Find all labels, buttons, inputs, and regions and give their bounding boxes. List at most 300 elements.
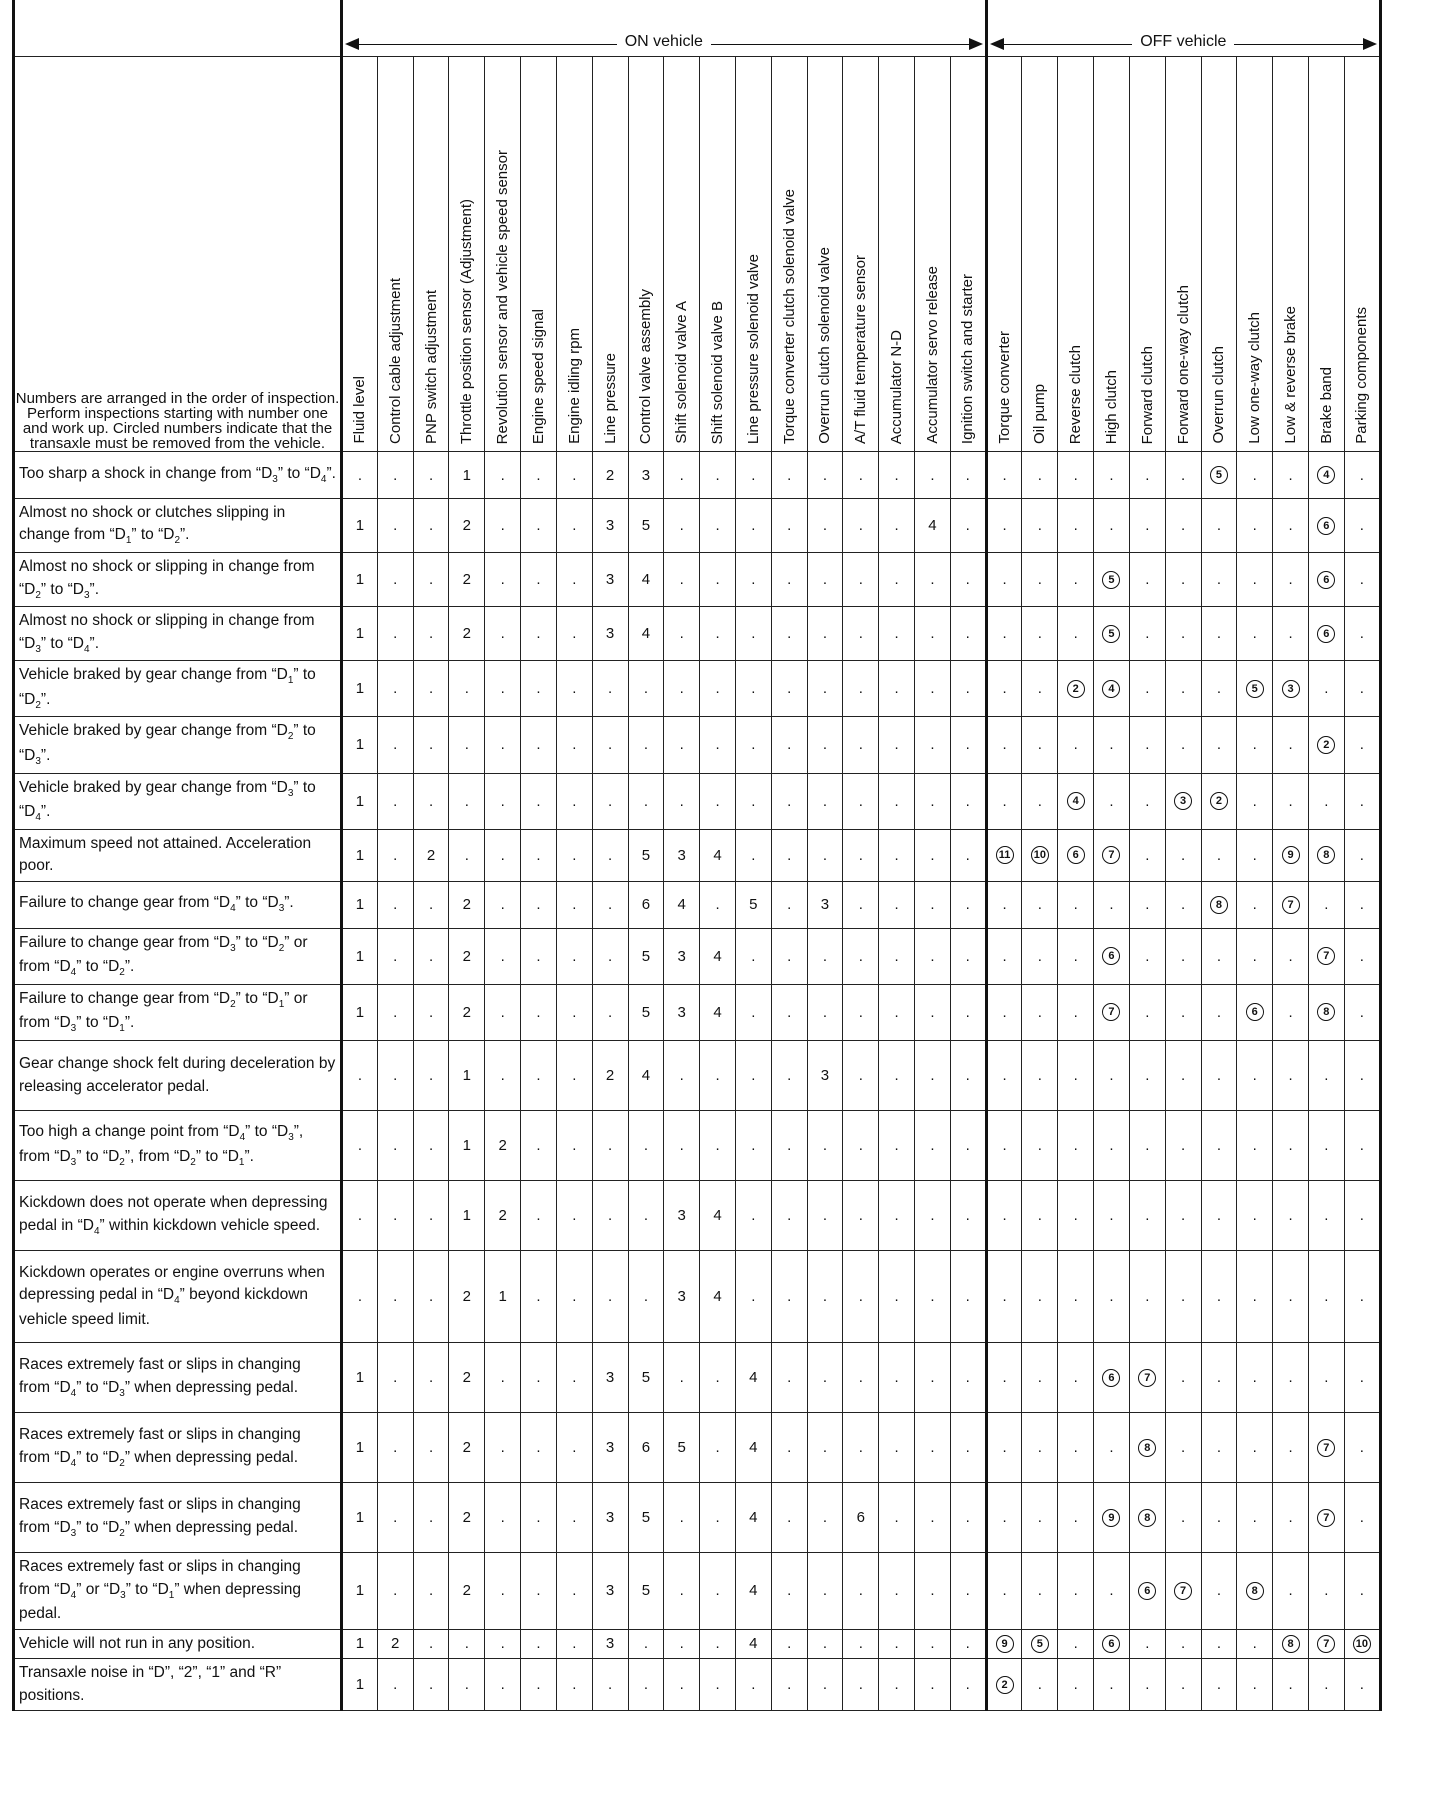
inspection-cell (771, 1553, 807, 1630)
empty-marker: . (1359, 680, 1364, 698)
inspection-cell (915, 717, 951, 773)
inspection-cell (413, 881, 449, 928)
inspection-cell (879, 1483, 915, 1553)
inspection-cell (986, 881, 1022, 928)
empty-marker: . (679, 625, 684, 643)
inspection-cell (950, 881, 986, 928)
empty-marker: . (1324, 1676, 1329, 1694)
empty-marker: . (500, 792, 505, 810)
empty-marker: . (679, 571, 684, 589)
inspection-cell (1273, 928, 1309, 984)
inspection-cell (342, 1553, 378, 1630)
empty-marker: . (1037, 1582, 1042, 1600)
inspection-cell (735, 1659, 771, 1711)
inspection-cell (915, 1629, 951, 1658)
empty-marker: . (428, 1676, 434, 1694)
symptom-cell: Gear change shock felt during deceleration by releasing accelerator pedal. (14, 1041, 342, 1111)
empty-marker: . (357, 466, 362, 484)
empty-marker: . (715, 466, 720, 484)
circled-step-number: 8 (1317, 846, 1335, 864)
column-header (628, 57, 664, 452)
step-number: 3 (677, 1003, 686, 1021)
table-row (14, 499, 1381, 553)
inspection-cell (413, 1343, 449, 1413)
empty-marker: . (894, 947, 899, 965)
inspection-cell (377, 1413, 413, 1483)
inspection-cell (915, 1413, 951, 1483)
empty-marker: . (1109, 736, 1114, 754)
step-number: 3 (820, 896, 830, 914)
inspection-cell (700, 1553, 736, 1630)
inspection-cell (807, 607, 843, 661)
inspection-cell (879, 1553, 915, 1630)
inspection-cell (771, 1629, 807, 1658)
empty-marker: . (1037, 517, 1042, 535)
inspection-cell (1308, 553, 1344, 607)
inspection-cell (1273, 829, 1309, 881)
empty-marker: . (572, 1288, 577, 1306)
inspection-cell (1094, 553, 1130, 607)
empty-marker: . (1181, 1439, 1186, 1457)
empty-marker: . (1252, 1635, 1257, 1653)
inspection-cell (449, 1629, 485, 1658)
empty-marker: . (1252, 517, 1257, 535)
inspection-cell (1022, 1659, 1058, 1711)
symptom-cell: Too high a change point from “$D_4$” to “$D_3$”, from “$D_3$” to “$D_2$”, from “$D_2$” to “$D_1$”. (14, 1111, 342, 1181)
inspection-cell (807, 452, 843, 499)
inspection-cell (1129, 717, 1165, 773)
inspection-cell (1237, 1343, 1273, 1413)
empty-marker: . (822, 947, 828, 965)
inspection-cell (735, 499, 771, 553)
inspection-cell (1201, 607, 1237, 661)
symptom-cell: Vehicle will not run in any position. (14, 1629, 342, 1658)
empty-marker: . (822, 680, 828, 698)
inspection-cell (1201, 1181, 1237, 1251)
empty-marker: . (715, 1439, 720, 1457)
empty-marker: . (393, 846, 398, 864)
empty-marker: . (1252, 1369, 1257, 1387)
empty-marker: . (1324, 680, 1329, 698)
column-header (1058, 57, 1094, 452)
inspection-cell (1308, 1251, 1344, 1343)
empty-marker: . (1073, 1288, 1078, 1306)
inspection-cell (950, 1413, 986, 1483)
empty-marker: . (930, 947, 935, 965)
inspection-cell (556, 452, 592, 499)
inspection-cell (521, 829, 557, 881)
empty-marker: . (965, 1509, 970, 1527)
empty-marker: . (965, 1288, 970, 1306)
empty-marker: . (822, 466, 828, 484)
empty-marker: . (1002, 1439, 1007, 1457)
inspection-cell (521, 928, 557, 984)
inspection-cell (485, 1483, 521, 1553)
inspection-cell (1058, 773, 1094, 829)
inspection-cell (377, 1111, 413, 1181)
inspection-cell (377, 1343, 413, 1413)
empty-marker: . (1002, 571, 1007, 589)
inspection-cell (843, 829, 879, 881)
step-number: 4 (677, 896, 686, 914)
inspection-cell (1129, 1181, 1165, 1251)
inspection-cell (700, 553, 736, 607)
inspection-cell (879, 829, 915, 881)
column-header-label: PNP switch adjustment (422, 290, 440, 444)
inspection-cell (592, 1041, 628, 1111)
empty-marker: . (1145, 680, 1150, 698)
column-header-label: Engine idling rpm (565, 328, 583, 444)
inspection-cell (807, 1659, 843, 1711)
empty-marker: . (965, 1676, 970, 1694)
empty-marker: . (751, 1676, 756, 1694)
inspection-cell (771, 607, 807, 661)
symptom-cell: Vehicle braked by gear change from “$D_3$” to “$D_4$”. (14, 773, 342, 829)
empty-marker: . (608, 680, 613, 698)
empty-marker: . (858, 1676, 863, 1694)
inspection-cell (413, 1483, 449, 1553)
inspection-cell (986, 717, 1022, 773)
empty-marker: . (1216, 1582, 1221, 1600)
inspection-cell (342, 553, 378, 607)
empty-marker: . (1288, 1207, 1293, 1225)
symptom-cell: Failure to change gear from “$D_2$” to “$D_1$” or from “$D_3$” to “$D_1$”. (14, 984, 342, 1040)
inspection-cell (1094, 984, 1130, 1040)
column-header (556, 57, 592, 452)
empty-marker: . (500, 1509, 505, 1527)
inspection-cell (1237, 881, 1273, 928)
circled-step-number: 7 (1138, 1369, 1156, 1387)
empty-marker: . (1252, 1137, 1257, 1155)
empty-marker: . (751, 1207, 756, 1225)
empty-marker: . (1073, 1003, 1078, 1021)
empty-marker: . (1002, 1137, 1007, 1155)
column-header-label: Forward one-way clutch (1174, 284, 1192, 444)
circled-step-number: 6 (1317, 571, 1335, 589)
inspection-cell (1022, 928, 1058, 984)
empty-marker: . (858, 1635, 863, 1653)
inspection-cell (700, 928, 736, 984)
column-header-label: Reverse clutch (1067, 344, 1085, 444)
inspection-cell (735, 607, 771, 661)
inspection-cell (1022, 1483, 1058, 1553)
empty-marker: . (1037, 1439, 1042, 1457)
inspection-cell (1165, 1041, 1201, 1111)
inspection-cell (556, 1553, 592, 1630)
inspection-cell (628, 717, 664, 773)
empty-marker: . (1073, 1137, 1078, 1155)
inspection-cell (1094, 1483, 1130, 1553)
empty-marker: . (751, 517, 756, 535)
inspection-cell (1273, 1181, 1309, 1251)
empty-marker: . (1252, 1509, 1257, 1527)
empty-marker: . (965, 1635, 970, 1653)
inspection-cell (1058, 1343, 1094, 1413)
inspection-cell (1273, 1553, 1309, 1630)
inspection-cell (1308, 717, 1344, 773)
inspection-cell (1308, 661, 1344, 717)
empty-marker: . (822, 1369, 828, 1387)
empty-marker: . (1359, 896, 1364, 914)
empty-marker: . (1359, 1369, 1364, 1387)
inspection-cell (771, 553, 807, 607)
inspection-cell (771, 984, 807, 1040)
inspection-cell (735, 881, 771, 928)
empty-marker: . (1216, 1067, 1221, 1085)
empty-marker: . (1359, 792, 1364, 810)
empty-marker: . (1324, 1369, 1329, 1387)
empty-marker: . (930, 1369, 935, 1387)
inspection-cell (628, 1483, 664, 1553)
empty-marker: . (858, 947, 863, 965)
empty-marker: . (787, 571, 792, 589)
empty-marker: . (965, 1137, 970, 1155)
column-header-label: Engine speed signal (529, 308, 547, 444)
inspection-cell (915, 1343, 951, 1413)
inspection-cell (628, 1659, 664, 1711)
empty-marker: . (1288, 1582, 1293, 1600)
inspection-cell (1344, 452, 1380, 499)
inspection-cell (377, 1251, 413, 1343)
empty-marker: . (965, 680, 970, 698)
empty-marker: . (608, 846, 613, 864)
inspection-cell (1129, 499, 1165, 553)
empty-marker: . (1145, 947, 1150, 965)
empty-marker: . (787, 846, 792, 864)
inspection-cell (771, 881, 807, 928)
empty-marker: . (428, 571, 434, 589)
empty-marker: . (1145, 1067, 1150, 1085)
inspection-cell (735, 773, 771, 829)
inspection-cell (664, 1483, 700, 1553)
inspection-cell (700, 1483, 736, 1553)
empty-marker: . (751, 1137, 756, 1155)
empty-marker: . (679, 680, 684, 698)
inspection-cell (377, 1553, 413, 1630)
inspection-cell (342, 984, 378, 1040)
empty-marker: . (894, 1369, 899, 1387)
inspection-cell (1344, 661, 1380, 717)
empty-marker: . (1073, 1676, 1078, 1694)
inspection-cell (986, 984, 1022, 1040)
inspection-cell (915, 829, 951, 881)
empty-marker: . (393, 625, 398, 643)
inspection-cell (843, 773, 879, 829)
inspection-cell (628, 499, 664, 553)
inspection-cell (1237, 499, 1273, 553)
empty-marker: . (500, 1439, 505, 1457)
inspection-cell (628, 1111, 664, 1181)
table-row (14, 1553, 1381, 1630)
inspection-cell (807, 773, 843, 829)
empty-marker: . (500, 1582, 505, 1600)
empty-marker: . (536, 466, 541, 484)
table-row (14, 1343, 1381, 1413)
inspection-cell (556, 928, 592, 984)
inspection-cell (1022, 1111, 1058, 1181)
empty-marker: . (643, 1207, 648, 1225)
empty-marker: . (1216, 736, 1221, 754)
empty-marker: . (1073, 571, 1078, 589)
empty-marker: . (1037, 896, 1042, 914)
inspection-cell (1273, 1251, 1309, 1343)
inspection-cell (879, 984, 915, 1040)
inspection-cell (986, 553, 1022, 607)
empty-marker: . (464, 1676, 469, 1694)
empty-marker: . (572, 1439, 577, 1457)
step-number: 3 (677, 1288, 686, 1306)
step-number: 4 (641, 1067, 651, 1085)
inspection-cell (413, 829, 449, 881)
inspection-cell (1273, 881, 1309, 928)
inspection-cell (843, 1413, 879, 1483)
step-number: 2 (462, 625, 472, 643)
inspection-cell (1237, 1181, 1273, 1251)
inspection-cell (592, 1553, 628, 1630)
empty-marker: . (393, 466, 398, 484)
inspection-cell (1344, 984, 1380, 1040)
inspection-cell (592, 1483, 628, 1553)
inspection-cell (628, 1629, 664, 1658)
column-header (342, 57, 378, 452)
inspection-cell (556, 1629, 592, 1658)
inspection-cell (1129, 1483, 1165, 1553)
inspection-cell (556, 1041, 592, 1111)
inspection-cell (986, 1111, 1022, 1181)
empty-marker: . (1216, 1137, 1221, 1155)
empty-marker: . (1002, 792, 1007, 810)
inspection-cell (950, 1483, 986, 1553)
empty-marker: . (1216, 1207, 1221, 1225)
inspection-cell (342, 1483, 378, 1553)
empty-marker: . (751, 680, 756, 698)
inspection-cell (1201, 1251, 1237, 1343)
empty-marker: . (1073, 947, 1078, 965)
empty-marker: . (1216, 1369, 1221, 1387)
empty-marker: . (608, 736, 613, 754)
empty-marker: . (500, 1003, 505, 1021)
inspection-cell (1308, 881, 1344, 928)
diagnosis-table (12, 0, 1382, 1711)
table-row (14, 1181, 1381, 1251)
inspection-cell (771, 1111, 807, 1181)
inspection-cell (735, 1251, 771, 1343)
empty-marker: . (965, 517, 970, 535)
empty-marker: . (428, 680, 434, 698)
inspection-cell (556, 661, 592, 717)
column-header-label: Accumulator N-D (888, 329, 906, 444)
step-number: 4 (641, 571, 651, 589)
empty-marker: . (1037, 1137, 1042, 1155)
empty-marker: . (858, 1582, 863, 1600)
empty-marker: . (1145, 1003, 1150, 1021)
empty-marker: . (393, 1582, 398, 1600)
inspection-cell (1201, 1111, 1237, 1181)
step-number: 4 (713, 947, 722, 965)
empty-marker: . (1288, 1067, 1293, 1085)
empty-marker: . (965, 896, 970, 914)
inspection-cell (1165, 1483, 1201, 1553)
inspection-cell (1344, 928, 1380, 984)
inspection-cell (1129, 1111, 1165, 1181)
circled-step-number: 2 (1210, 792, 1228, 810)
inspection-cell (521, 1343, 557, 1413)
empty-marker: . (715, 896, 720, 914)
inspection-cell (1308, 984, 1344, 1040)
empty-marker: . (787, 625, 792, 643)
empty-marker: . (1073, 1067, 1078, 1085)
inspection-cell (879, 1343, 915, 1413)
empty-marker: . (572, 846, 577, 864)
empty-marker: . (1037, 1067, 1042, 1085)
inspection-cell (592, 1181, 628, 1251)
empty-marker: . (751, 947, 756, 965)
empty-marker: . (822, 1439, 828, 1457)
empty-marker: . (1073, 736, 1078, 754)
empty-marker: . (500, 947, 505, 965)
inspection-cell (915, 881, 951, 928)
symptom-cell: Races extremely fast or slips in changing from “$D_3$” to “$D_2$” when depressing pedal. (14, 1483, 342, 1553)
inspection-cell (1165, 607, 1201, 661)
empty-marker: . (930, 1439, 935, 1457)
empty-marker: . (500, 1369, 505, 1387)
inspection-cell (556, 553, 592, 607)
inspection-cell (843, 1629, 879, 1658)
inspection-cell (449, 1041, 485, 1111)
circled-step-number: 6 (1102, 947, 1120, 965)
off-vehicle-group (986, 0, 1380, 57)
inspection-cell (1094, 881, 1130, 928)
empty-marker: . (1002, 947, 1007, 965)
empty-marker: . (1109, 1582, 1114, 1600)
inspection-cell (592, 928, 628, 984)
group-header-row (14, 0, 1381, 57)
inspection-cell (1273, 1659, 1309, 1711)
inspection-cell (628, 984, 664, 1040)
inspection-cell (1058, 1111, 1094, 1181)
table-row (14, 553, 1381, 607)
empty-marker: . (1002, 1582, 1007, 1600)
empty-marker: . (822, 1635, 828, 1653)
empty-marker: . (1252, 792, 1257, 810)
empty-marker: . (787, 736, 792, 754)
empty-marker: . (536, 1635, 541, 1653)
inspection-cell (628, 1413, 664, 1483)
inspection-cell (879, 1629, 915, 1658)
inspection-cell (1237, 607, 1273, 661)
empty-marker: . (428, 625, 434, 643)
inspection-cell (1237, 1041, 1273, 1111)
inspection-cell (1344, 1041, 1380, 1111)
inspection-cell (879, 928, 915, 984)
empty-marker: . (536, 792, 541, 810)
step-number: 2 (462, 1288, 472, 1306)
empty-marker: . (1288, 736, 1293, 754)
inspection-cell (628, 1181, 664, 1251)
inspection-cell (950, 928, 986, 984)
inspection-cell (700, 1041, 736, 1111)
empty-marker: . (1073, 466, 1078, 484)
inspection-cell (1094, 928, 1130, 984)
empty-marker: . (1002, 1509, 1007, 1527)
empty-marker: . (428, 1439, 434, 1457)
table-row (14, 717, 1381, 773)
inspection-cell (342, 1111, 378, 1181)
empty-marker: . (357, 1288, 362, 1306)
empty-marker: . (1252, 1676, 1257, 1694)
inspection-cell (485, 1413, 521, 1483)
circled-step-number: 9 (1102, 1509, 1120, 1527)
